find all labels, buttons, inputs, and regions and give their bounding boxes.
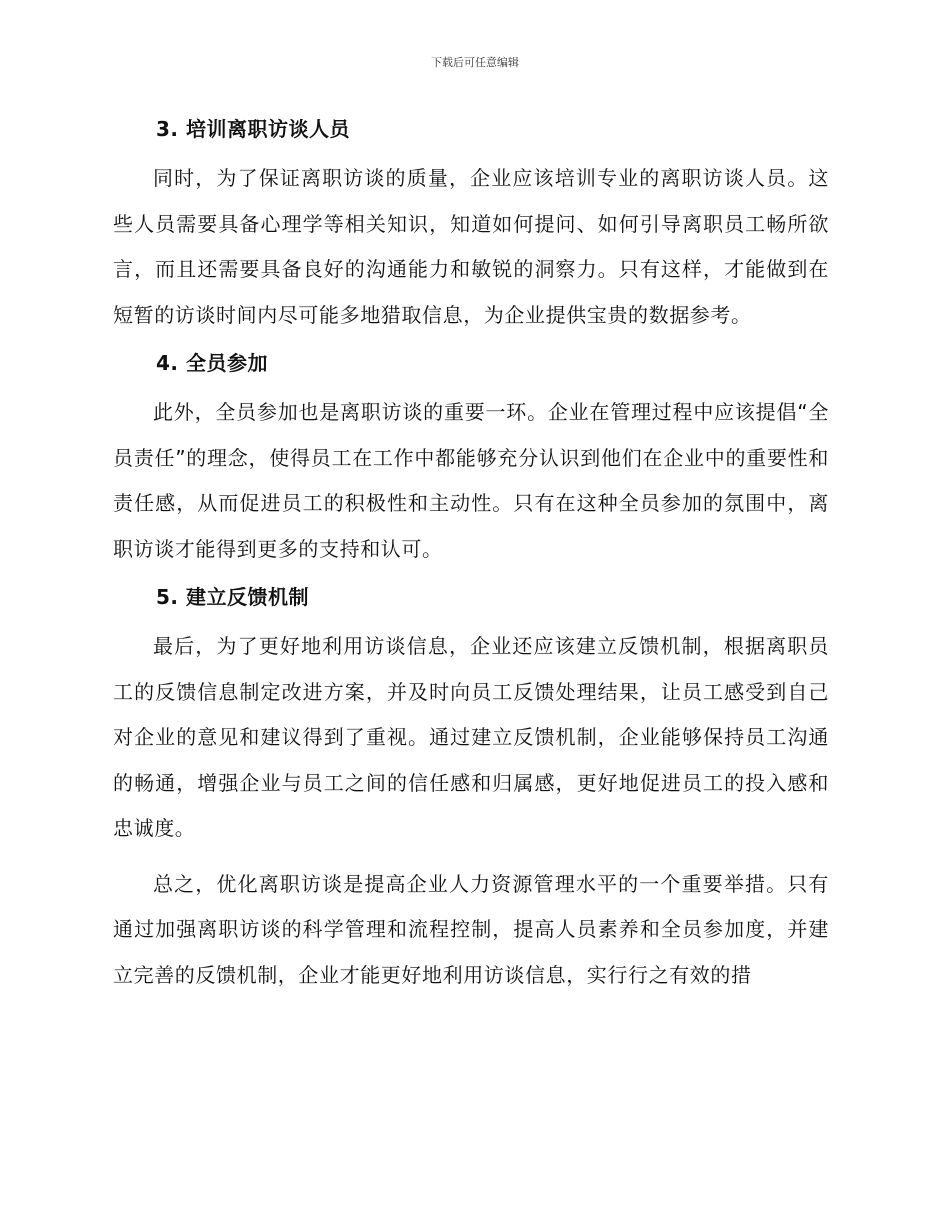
section-paragraph-training: 同时，为了保证离职访谈的质量，企业应该培训专业的离职访谈人员。这些人员需要具备心理学等相关知识，知道如何提问、如何引导离职员工畅所欲言，而且还需要具备良好的沟通能力和敏锐的洞察力。只有这样，才能做到在短暂的访谈时间内尽可能多地猎取信息，为企业提供宝贵的数据参考。 [113,166,829,327]
conclusion-paragraph: 总之，优化离职访谈是提高企业人力资源管理水平的一个重要举措。只有通过加强离职访谈的科学管理和流程控制，提高人员素养和全员参加度，并建立完善的反馈机制，企业才能更好地利用访谈信息，实行行之有效的措 [113,871,829,987]
section-heading-participation: 4. 全员参加 [156,351,268,375]
section-paragraph-feedback: 最后，为了更好地利用访谈信息，企业还应该建立反馈机制，根据离职员工的反馈信息制定改进方案，并及时向员工反馈处理结果，让员工感受到自己对企业的意见和建议得到了重视。通过建立反馈机制，企业能够保持员工沟通的畅通，增强企业与员工之间的信任感和归属感，更好地促进员工的投入感和忠诚度。 [113,634,829,840]
section-heading-feedback: 5. 建立反馈机制 [156,585,309,609]
section-paragraph-participation: 此外，全员参加也是离职访谈的重要一环。企业在管理过程中应该提倡“全员责任”的理念，使得员工在工作中都能够充分认识到他们在企业中的重要性和责任感，从而促进员工的积极性和主动性。只有在这种全员参加的氛围中，离职访谈才能得到更多的支持和认可。 [113,400,829,561]
document-body [113,114,829,1008]
section-heading-training: 3. 培训离职访谈人员 [156,117,350,141]
page-header: 下载后可任意编辑 [431,56,519,69]
